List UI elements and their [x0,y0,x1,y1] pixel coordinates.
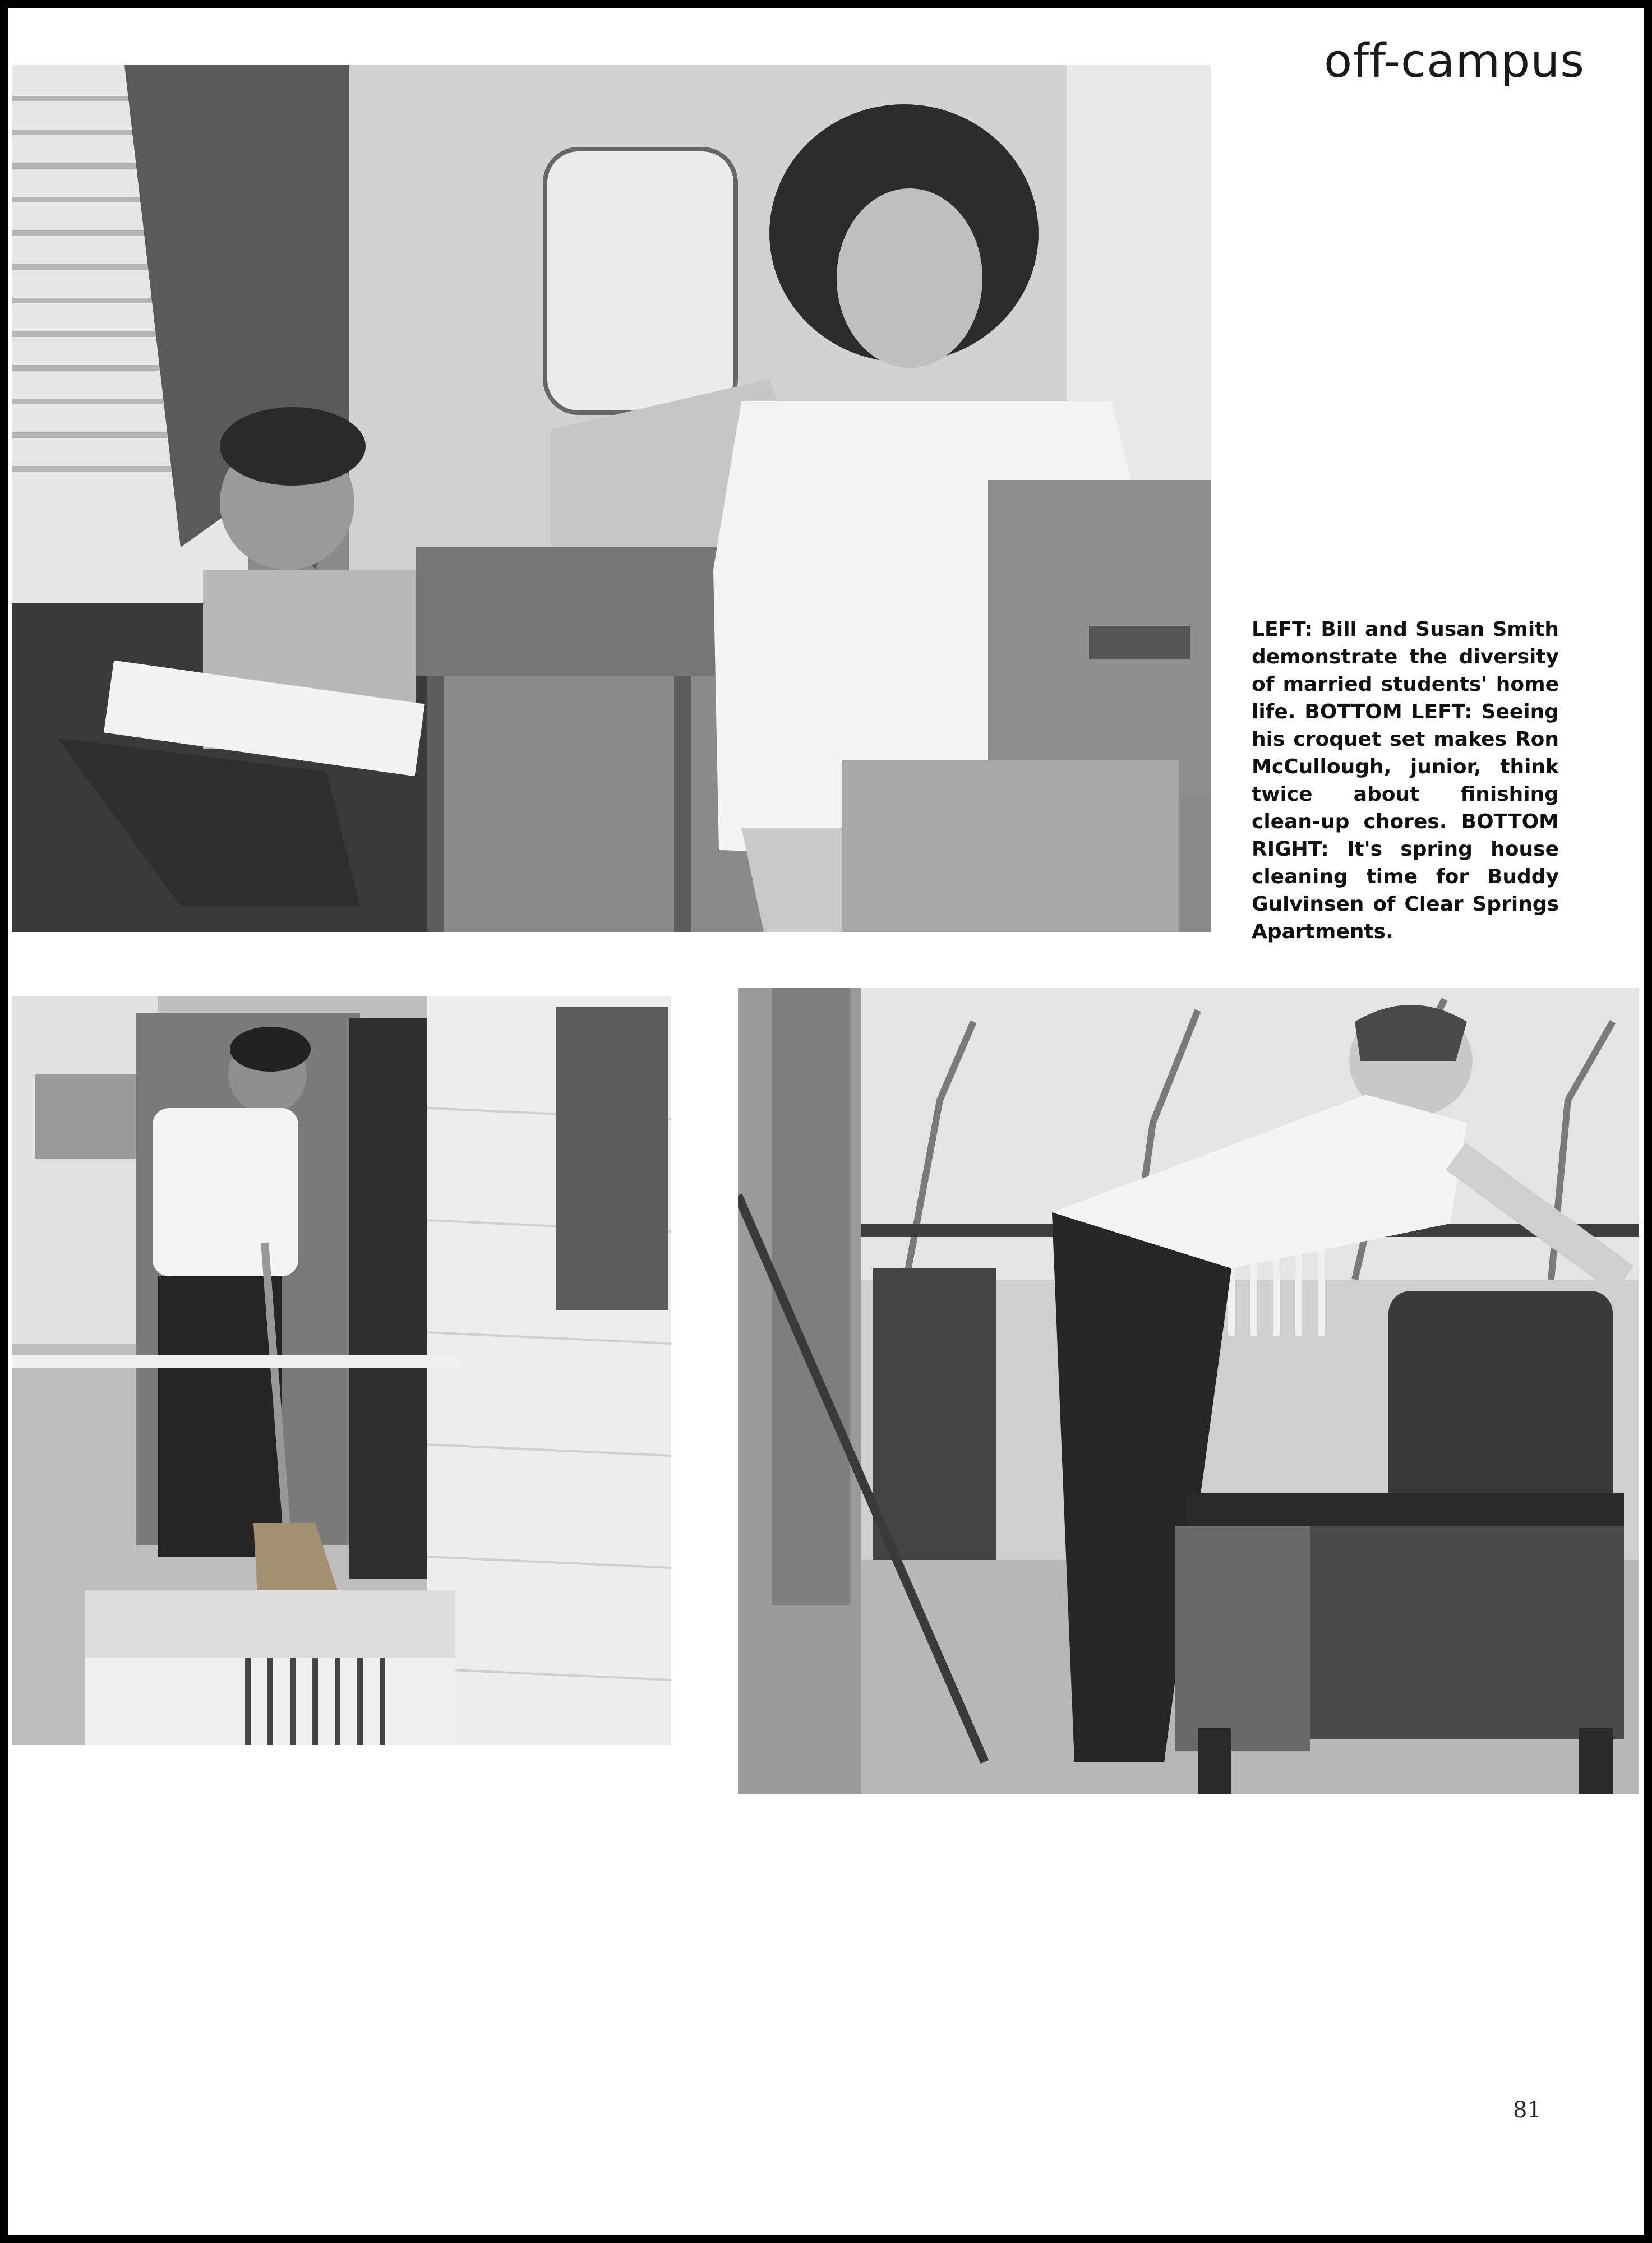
main-photo [12,65,1211,932]
photo-caption: LEFT: Bill and Susan Smith demonstrate the diversity of married students' home life. BOTTOM LEFT: Seeing his croquet set makes Ron McCullough, junior, think twice about finishing clean-up chores. BOTTOM RIGHT: It's spring house cleaning time for Buddy Gulvinsen of Clear Springs Apartments. [1252,618,1559,943]
bottom-left-photo [12,996,671,1745]
page-number: 81 [1513,2097,1542,2123]
main-photo-image [12,65,1211,932]
section-title: off-campus [1324,35,1585,88]
bottom-right-photo [738,988,1639,1794]
bottom-left-photo-image [12,996,671,1745]
bottom-right-photo-image [738,988,1639,1794]
